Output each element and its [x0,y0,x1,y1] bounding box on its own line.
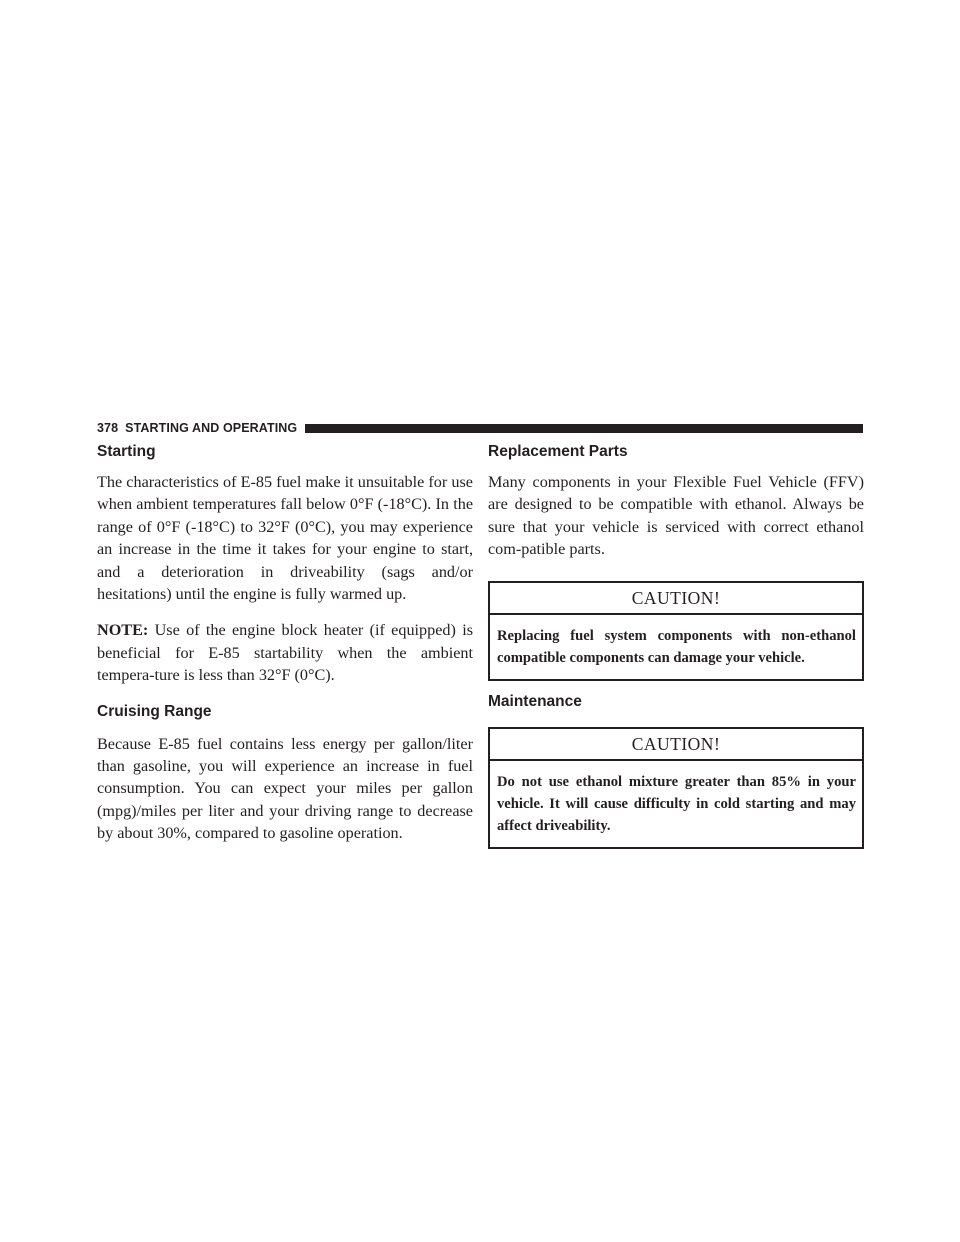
caution-body: Replacing fuel system components with non-ethanol compatible components can damage your vehicle. [497,627,856,666]
paragraph-cruising-range: Because E-85 fuel contains less energy per gallon/liter than gasoline, you will experience an increase in fuel consumption. You can expect your miles per gallon (mpg)/miles per liter and your driving range to decrease by about 30%, compared to gasoline operation. [97,734,473,843]
paragraph-replacement-parts: Many components in your Flexible Fuel Vehicle (FFV) are designed to be compatible with ethanol. Always be sure that your vehicle is serviced with correct ethanol com-patible parts. [488,473,864,559]
heading-maintenance: Maintenance [488,692,582,710]
caution-body: Do not use ethanol mixture greater than 85% in your vehicle. It will cause difficulty in cold starting and may affect driveability. [497,773,856,834]
right-column [488,441,864,849]
caution-box-replacement [488,581,864,681]
page-header [97,420,863,436]
caution-title: CAUTION! [490,729,862,761]
section-title: STARTING AND OPERATING [125,421,298,435]
caution-title: CAUTION! [490,583,862,615]
note-text: Use of the engine block heater (if equipped) is beneficial for E-85 startability when the ambient tempera-ture is less than 32°F (0°C). [97,621,474,685]
note-paragraph [97,619,473,686]
note-label: NOTE: [97,621,149,640]
caution-box-maintenance [488,727,864,849]
paragraph-starting: The characteristics of E-85 fuel make it unsuitable for use when ambient temperatures fall below 0°F (-18°C). In the range of 0°F (-18°C) to 32°F (0°C), you may experience an increase in the time it takes for your engine to start, and a deterioration in driveability (sags and/or hesitations) until the engine is fully warmed up. [97,473,473,604]
page-number: 378 [97,421,119,435]
heading-cruising-range: Cruising Range [97,702,212,720]
left-column [97,441,473,845]
heading-starting: Starting [97,443,156,460]
header-rule [305,424,863,433]
heading-replacement-parts: Replacement Parts [488,443,628,460]
